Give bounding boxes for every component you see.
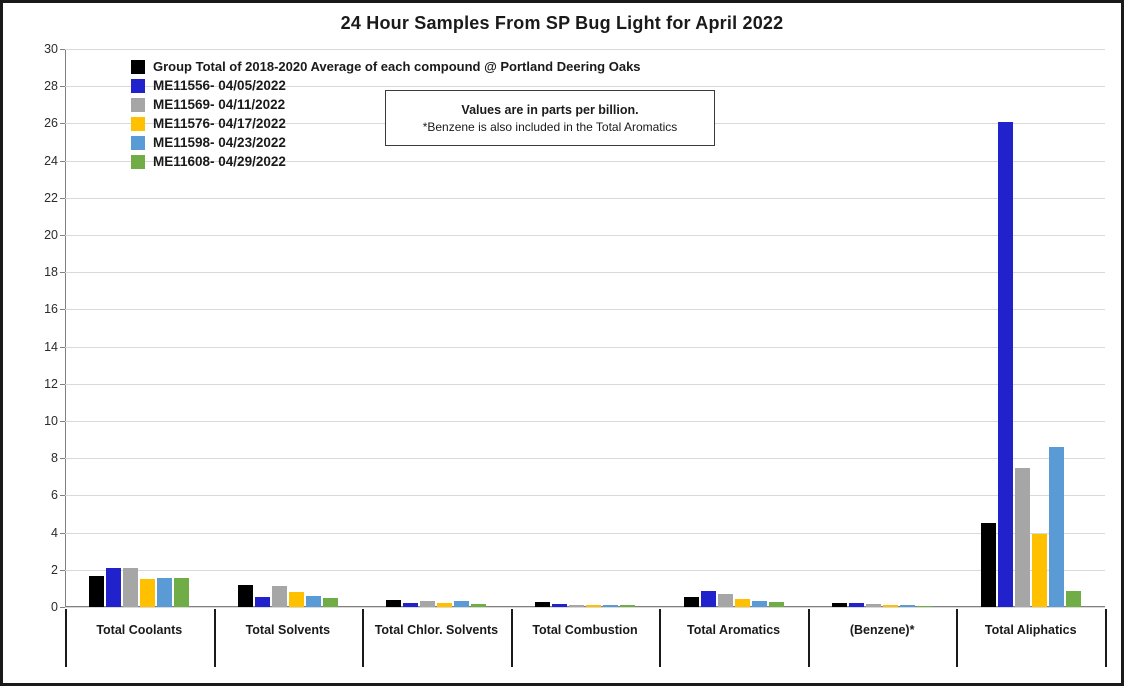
legend-label: ME11608- 04/29/2022 — [153, 154, 286, 169]
y-axis-tick-label: 18 — [44, 265, 58, 280]
y-axis-tick-label: 24 — [44, 153, 58, 168]
y-axis-tick-label: 22 — [44, 190, 58, 205]
bar — [272, 586, 287, 607]
bar — [140, 579, 155, 607]
category-separator — [808, 609, 810, 667]
legend-label: ME11598- 04/23/2022 — [153, 135, 286, 150]
bar — [684, 597, 699, 607]
category-separator — [214, 609, 216, 667]
bar-group — [956, 49, 1105, 607]
category-label: Total Solvents — [245, 623, 331, 637]
note-line-secondary: *Benzene is also included in the Total Aromatics — [422, 119, 678, 134]
legend-label: ME11569- 04/11/2022 — [153, 97, 286, 112]
bar — [701, 591, 716, 607]
legend-label: Group Total of 2018-2020 Average of each compound @ Portland Deering Oaks — [153, 59, 641, 74]
legend-swatch-icon — [131, 155, 145, 169]
category-axis — [65, 607, 1105, 669]
bar — [1066, 591, 1081, 607]
category-separator — [65, 609, 67, 667]
bar — [981, 523, 996, 607]
y-axis-tick-label: 26 — [44, 116, 58, 131]
category-separator — [511, 609, 513, 667]
category-separator — [659, 609, 661, 667]
bar — [157, 578, 172, 607]
y-axis-tick-label: 16 — [44, 302, 58, 317]
note-line-primary: Values are in parts per billion. — [461, 102, 639, 117]
legend-swatch-icon — [131, 117, 145, 131]
category-label: Total Coolants — [96, 623, 183, 637]
bar — [1015, 468, 1030, 608]
bar — [998, 122, 1013, 607]
bar — [289, 592, 304, 607]
y-axis-tick-label: 28 — [44, 79, 58, 94]
bar — [123, 568, 138, 607]
bar — [323, 598, 338, 607]
y-axis-tick-label: 20 — [44, 228, 58, 242]
bar — [386, 600, 401, 607]
y-axis-tick-label: 10 — [44, 414, 58, 428]
legend-swatch-icon — [131, 98, 145, 112]
legend-label: ME11556- 04/05/2022 — [153, 78, 286, 93]
category-separator — [956, 609, 958, 667]
y-axis-tick-label: 8 — [51, 451, 58, 466]
category-label: Total Aliphatics — [984, 623, 1077, 637]
bar — [106, 568, 121, 607]
legend-item[interactable] — [131, 59, 641, 74]
chart-title: 24 Hour Samples From SP Bug Light for April 2022 — [340, 13, 784, 33]
legend-item[interactable] — [131, 154, 641, 169]
note-box — [385, 90, 715, 146]
bar — [174, 578, 189, 607]
y-axis-tick-label: 4 — [51, 525, 58, 540]
category-label: Total Chlor. Solvents — [374, 623, 499, 637]
bar — [255, 597, 270, 607]
legend-label: ME11576- 04/17/2022 — [153, 116, 286, 131]
bar-group — [808, 49, 957, 607]
bar — [1049, 447, 1064, 607]
category-label: Total Combustion — [532, 623, 638, 637]
y-axis-tick-label: 2 — [51, 562, 58, 577]
bar — [1032, 534, 1047, 607]
bar — [735, 599, 750, 607]
category-label: Total Aromatics — [687, 623, 781, 637]
bar — [718, 594, 733, 607]
category-separator — [1105, 609, 1107, 667]
bar — [89, 576, 104, 607]
y-axis-tick-label: 30 — [44, 42, 58, 56]
y-axis-tick-label: 12 — [44, 376, 58, 391]
y-axis-tick-label: 14 — [44, 339, 58, 354]
legend-swatch-icon — [131, 79, 145, 93]
category-label: (Benzene)* — [849, 623, 915, 637]
legend-swatch-icon — [131, 136, 145, 150]
y-axis-tick-label: 0 — [51, 600, 58, 614]
legend-swatch-icon — [131, 60, 145, 74]
y-axis-tick-label: 6 — [51, 488, 58, 503]
bar — [238, 585, 253, 607]
category-separator — [362, 609, 364, 667]
bar — [306, 596, 321, 607]
